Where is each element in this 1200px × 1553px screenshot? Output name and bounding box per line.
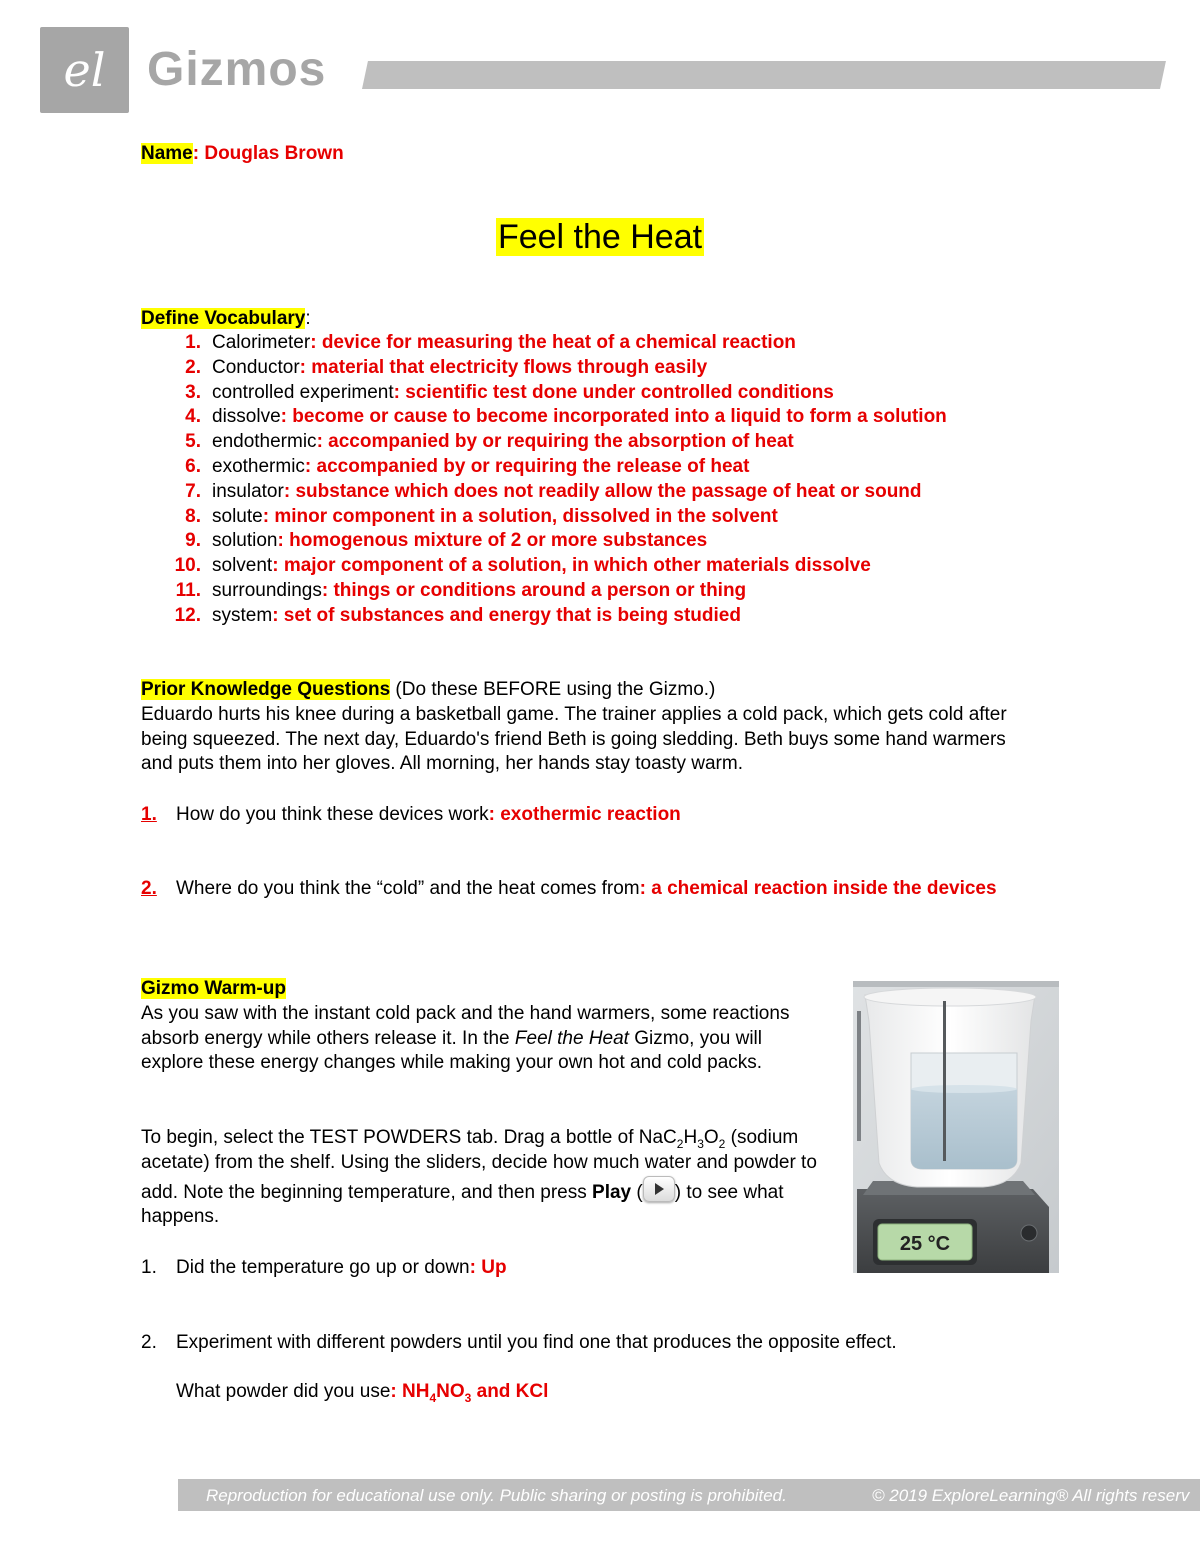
- question-text: Where do you think the “cold” and the heat comes from: [176, 878, 640, 899]
- calorimeter-illustration: [853, 981, 1059, 1273]
- vocab-item: 3. controlled experiment: scientific test done under controlled conditions: [141, 381, 1141, 406]
- answer-subscript: 3: [464, 1390, 472, 1405]
- instructions-text-3: to see what happens.: [141, 1181, 784, 1228]
- vocab-number: 2.: [185, 356, 201, 378]
- warmup-section: [141, 977, 821, 1076]
- question-text: How do you think these devices work: [176, 804, 489, 825]
- vocab-term: solvent: [212, 555, 273, 577]
- formula-part: H: [683, 1127, 698, 1148]
- vocab-term: Conductor: [212, 356, 300, 378]
- formula-subscript: 2: [676, 1136, 684, 1151]
- play-icon: [643, 1176, 675, 1202]
- gizmo-name: Feel the Heat: [514, 1027, 629, 1049]
- vocab-definition: substance which does not readily allow the passage of heat or sound: [295, 480, 922, 502]
- warmup-heading: Gizmo Warm-up: [141, 978, 286, 999]
- vocabulary-list: [141, 331, 1141, 629]
- vocab-term: endothermic: [212, 431, 317, 453]
- warmup-question-2b: [176, 1380, 1076, 1405]
- vocab-item: 10. solvent: major component of a solution, in which other materials dissolve: [141, 554, 1141, 579]
- vocab-term: dissolve: [212, 406, 281, 428]
- question-number: 2.: [141, 1332, 157, 1353]
- name-colon: :: [192, 143, 205, 164]
- prior-question-2: [141, 877, 1056, 902]
- question-answer: : Up: [469, 1257, 507, 1278]
- student-name-line: [141, 142, 344, 166]
- vocab-item: 6. exothermic: accompanied by or requiring the release of heat: [141, 455, 1141, 480]
- explorelearning-logo: [40, 27, 129, 113]
- vocab-number: 5.: [185, 431, 201, 453]
- question-text: Did the temperature go up or down: [176, 1257, 470, 1278]
- vocab-item: 2. Conductor: material that electricity flows through easily: [141, 356, 1141, 381]
- vocab-number: 1.: [185, 332, 201, 353]
- vocab-definition: become or cause to become incorporated into a liquid to form a solution: [292, 406, 947, 428]
- formula-subscript: 3: [697, 1136, 704, 1151]
- instructions-text-2: (sodium acetate) from the shelf. Using the sliders, decide how much water and powder to add. Note the beginning temperature, and then press: [141, 1127, 817, 1203]
- vocab-definition: homogenous mixture of 2 or more substances: [289, 530, 708, 552]
- vocab-item: 9. solution: homogenous mixture of 2 or more substances: [141, 529, 1141, 554]
- vocab-item: 4. dissolve: become or cause to become incorporated into a liquid to form a solution: [141, 405, 1141, 430]
- question-text: Experiment with different powders until you find one that produces the opposite effect.: [176, 1332, 897, 1353]
- page-title: [0, 216, 1200, 258]
- vocab-number: 6.: [185, 455, 201, 477]
- student-name: Douglas Brown: [204, 143, 344, 164]
- play-label: Play: [592, 1181, 632, 1203]
- logo-mark-text: el: [63, 43, 106, 97]
- temperature-display: 25 °C: [899, 1233, 951, 1255]
- question-text: What powder did you use: [176, 1381, 391, 1402]
- vocab-item: 8. solute: minor component in a solution, dissolved in the solvent: [141, 505, 1141, 530]
- vocab-definition: things or conditions around a person or thing: [333, 579, 747, 601]
- instructions-text: To begin, select the TEST POWDERS tab. Drag a bottle of NaC: [141, 1127, 677, 1148]
- answer-part: NH: [402, 1381, 430, 1402]
- vocab-definition: major component of a solution, in which other materials dissolve: [283, 555, 871, 577]
- prior-knowledge-story: Eduardo hurts his knee during a basketball game. The trainer applies a cold pack, which gets cold after being squeezed. The next day, Eduardo's friend Beth is going sledding. Beth buys some hand warmers and puts them into her gloves. All morning, her hands stay toasty warm.: [141, 703, 1007, 775]
- vocabulary-heading: [141, 307, 311, 331]
- vocab-term: solute: [212, 505, 263, 527]
- answer-part: and KCl: [471, 1381, 549, 1402]
- title-text: Feel the Heat: [497, 218, 703, 256]
- vocabulary-heading-colon: :: [305, 308, 311, 329]
- calorimeter-image: [853, 981, 1059, 1273]
- warmup-intro: [141, 1002, 821, 1076]
- header-bar: [362, 61, 1166, 89]
- prior-question-1: [141, 803, 1041, 828]
- vocab-definition: scientific test done under controlled conditions: [405, 381, 834, 403]
- vocab-definition: accompanied by or requiring the absorption of heat: [328, 431, 794, 453]
- vocab-term: Calorimeter: [212, 332, 311, 353]
- vocab-definition: material that electricity flows through easily: [311, 356, 708, 378]
- warmup-question-2: [141, 1331, 1041, 1356]
- formula-subscript: 2: [718, 1136, 726, 1151]
- prior-knowledge-heading: Prior Knowledge Questions: [141, 679, 391, 700]
- vocab-number: 7.: [185, 480, 201, 502]
- answer-part: NO: [436, 1381, 465, 1402]
- answer-subscript: 4: [429, 1390, 437, 1405]
- question-number: 2.: [141, 878, 157, 899]
- vocab-number: 9.: [185, 530, 201, 552]
- vocab-item: 7. insulator: substance which does not readily allow the passage of heat or sound: [141, 480, 1141, 505]
- question-number: 1.: [141, 1257, 157, 1278]
- vocab-item: 11. surroundings: things or conditions around a person or thing: [141, 579, 1141, 604]
- vocab-number: 12.: [174, 604, 201, 626]
- warmup-intro-text: As you saw with the instant cold pack and the hand warmers, some reactions absorb energy while others release it. In the: [141, 1002, 790, 1049]
- prior-knowledge-note: (Do these BEFORE using the Gizmo.): [390, 679, 716, 700]
- vocab-item: 12. system: set of substances and energy that is being studied: [141, 604, 1141, 629]
- vocab-term: controlled experiment: [212, 381, 394, 403]
- vocab-item: 1. Calorimeter: device for measuring the heat of a chemical reaction: [141, 331, 1141, 356]
- vocab-number: 10.: [174, 555, 201, 577]
- name-label: Name: [141, 143, 193, 164]
- warmup-instructions: To begin, select the TEST POWDERS tab. Drag a bottle of $NaC_2H_3O_2$ (sodium acetate) from the shelf. Using the sliders, decide how much water and powder to add. Note the beginning temperature, and then press Play ( ) to see what happens.: [141, 1127, 817, 1228]
- vocab-number: 4.: [185, 406, 201, 428]
- vocab-number: 11.: [175, 579, 201, 601]
- vocab-term: exothermic: [212, 455, 305, 477]
- vocabulary-heading-text: Define Vocabulary: [141, 308, 306, 329]
- question-answer: : a chemical reaction inside the devices: [639, 878, 997, 899]
- vocab-item: 5. endothermic: accompanied by or requiring the absorption of heat: [141, 430, 1141, 455]
- question-answer: : exothermic reaction: [488, 804, 681, 825]
- prior-knowledge-section: [141, 678, 1041, 777]
- footer-copyright: © 2019 ExploreLearning® All rights reserv: [872, 1486, 1190, 1505]
- vocab-term: surroundings: [212, 579, 322, 601]
- vocab-term: insulator: [212, 480, 284, 502]
- vocab-number: 3.: [185, 381, 201, 403]
- vocab-term: solution: [212, 530, 278, 552]
- answer-colon: :: [390, 1381, 403, 1402]
- question-number: 1.: [141, 804, 157, 825]
- warmup-intro-text-2: Gizmo, you will explore these energy changes while making your own hot and cold packs.: [141, 1027, 763, 1074]
- vocab-definition: set of substances and energy that is being studied: [283, 604, 741, 626]
- vocab-definition: minor component in a solution, dissolved in the solvent: [274, 505, 778, 527]
- formula-part: O: [703, 1127, 719, 1148]
- vocab-definition: device for measuring the heat of a chemical reaction: [321, 332, 796, 353]
- vocab-definition: accompanied by or requiring the release of heat: [316, 455, 750, 477]
- footer-notice: Reproduction for educational use only. Public sharing or posting is prohibited.: [206, 1486, 787, 1505]
- gizmos-brand: Gizmos: [147, 43, 327, 96]
- vocab-term: system: [212, 604, 273, 626]
- vocab-number: 8.: [185, 505, 201, 527]
